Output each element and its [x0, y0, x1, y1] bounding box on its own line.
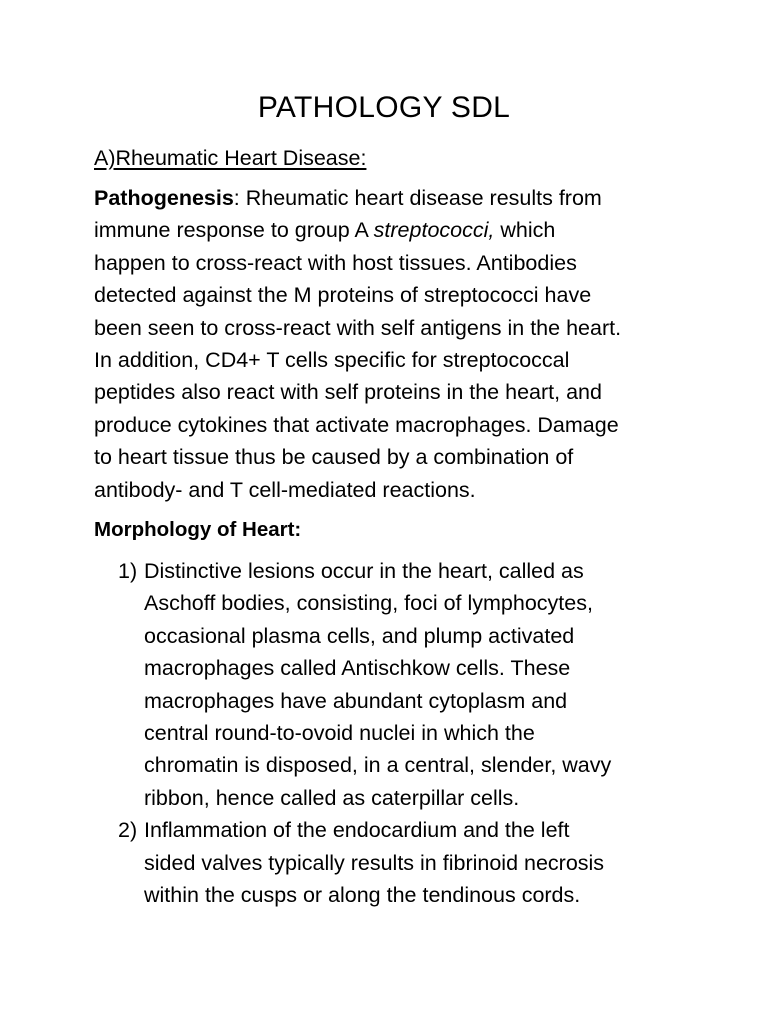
- pathogenesis-italic-term: streptococci,: [373, 218, 495, 243]
- list-number: 1): [118, 559, 138, 583]
- morphology-heading: Morphology of Heart:: [94, 518, 302, 541]
- list-line: macrophages have abundant cytoplasm and: [144, 688, 568, 713]
- pathogenesis-line: antibody- and T cell-mediated reactions.: [94, 477, 476, 502]
- list-line: Distinctive lesions occur in the heart, called as: [144, 559, 584, 583]
- list-item: [118, 814, 718, 911]
- list-line: occasional plasma cells, and plump activated: [144, 623, 575, 648]
- pathogenesis-text: which: [494, 218, 556, 243]
- page-title: PATHOLOGY SDL: [257, 91, 511, 124]
- list-line: ribbon, hence called as caterpillar cells.: [144, 785, 520, 810]
- list-item: [118, 555, 718, 814]
- pathogenesis-paragraph: [94, 182, 694, 506]
- section-a-heading: A)Rheumatic Heart Disease:: [94, 146, 367, 170]
- pathogenesis-text: immune response to group A: [94, 218, 374, 243]
- pathogenesis-line: produce cytokines that activate macrophages. Damage: [94, 412, 619, 437]
- list-line: central round-to-ovoid nuclei in which the: [144, 721, 535, 746]
- pathogenesis-text: : Rheumatic heart disease results from: [233, 186, 602, 210]
- pathogenesis-line: [94, 182, 694, 214]
- list-line: Aschoff bodies, consisting, foci of lymphocytes,: [144, 591, 593, 616]
- pathogenesis-line: detected against the M proteins of streptococci have: [94, 283, 592, 308]
- list-line: macrophages called Antischkow cells. These: [144, 656, 571, 681]
- pathogenesis-line: In addition, CD4+ T cells specific for streptococcal: [94, 348, 570, 373]
- list-line: chromatin is disposed, in a central, slender, wavy: [144, 753, 612, 778]
- pathogenesis-line: to heart tissue thus be caused by a combination of: [94, 445, 574, 470]
- list-number: 2): [118, 818, 138, 843]
- list-line: Inflammation of the endocardium and the left: [144, 818, 570, 843]
- pathogenesis-line: [94, 214, 694, 246]
- morphology-list: [118, 555, 718, 911]
- list-line: within the cusps or along the tendinous cords.: [144, 883, 581, 908]
- pathogenesis-line: peptides also react with self proteins in the heart, and: [94, 380, 602, 405]
- pathogenesis-label: Pathogenesis: [94, 186, 234, 210]
- pathogenesis-line: happen to cross-react with host tissues. Antibodies: [94, 250, 577, 275]
- pathogenesis-line: been seen to cross-react with self antigens in the heart.: [94, 315, 622, 340]
- list-line: sided valves typically results in fibrinoid necrosis: [144, 850, 605, 875]
